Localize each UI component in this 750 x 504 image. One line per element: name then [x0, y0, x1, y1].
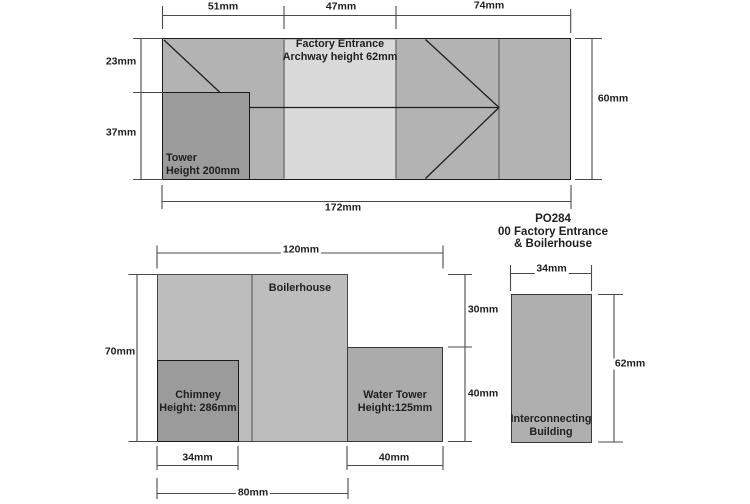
- kit-title: [465, 213, 641, 251]
- dim-label-62: 62mm: [614, 357, 646, 369]
- dim-label-40-right: 40mm: [467, 387, 499, 399]
- dim-label-seg2: 47mm: [325, 0, 357, 13]
- interconnecting-building-label-line1: Interconnecting: [510, 413, 592, 425]
- dim-label-seg1: 51mm: [207, 0, 239, 13]
- kit-title-name: 00 Factory Entrance: [498, 225, 608, 238]
- dim-label-120: 120mm: [282, 243, 320, 256]
- kit-title-code: PO284: [535, 213, 571, 225]
- dim-label-30: 30mm: [467, 303, 499, 315]
- dim-label-34-chimney: 34mm: [182, 451, 213, 464]
- tower-label-line1: Tower: [166, 152, 197, 164]
- kit-title-name2: & Boilerhouse: [514, 238, 592, 250]
- dim-label-70: 70mm: [104, 345, 136, 357]
- dim-label-80: 80mm: [237, 486, 269, 498]
- tower-label: [166, 152, 240, 178]
- dim-label-40-watertower: 40mm: [378, 451, 410, 464]
- interconnecting-building-label-line2: Building: [529, 426, 573, 438]
- water-tower-label: [347, 389, 443, 415]
- factory-entrance-label-line1: Factory Entrance: [295, 37, 385, 50]
- dim-label-left-lower: 37mm: [105, 126, 137, 139]
- water-tower-label-line2: Height:125mm: [357, 401, 433, 414]
- chimney-label-line2: Height: 286mm: [159, 401, 237, 414]
- tower-label-line2: Height 200mm: [166, 165, 240, 177]
- dim-label-right-60: 60mm: [597, 92, 629, 104]
- dim-label-left-upper: 23mm: [105, 55, 137, 67]
- chimney-label: [150, 389, 246, 415]
- interconnecting-building-label: [506, 413, 596, 439]
- factory-entrance-label: [280, 38, 400, 64]
- water-tower-label-line1: Water Tower: [363, 388, 427, 401]
- dim-label-seg3: 74mm: [473, 0, 505, 12]
- dim-label-bottom-172: 172mm: [324, 201, 362, 214]
- factory-entrance-label-line2: Archway height 62mm: [282, 50, 398, 63]
- chimney-label-line1: Chimney: [175, 388, 221, 401]
- boilerhouse-label: Boilerhouse: [268, 281, 332, 294]
- dim-label-34-interconnecting: 34mm: [536, 262, 567, 275]
